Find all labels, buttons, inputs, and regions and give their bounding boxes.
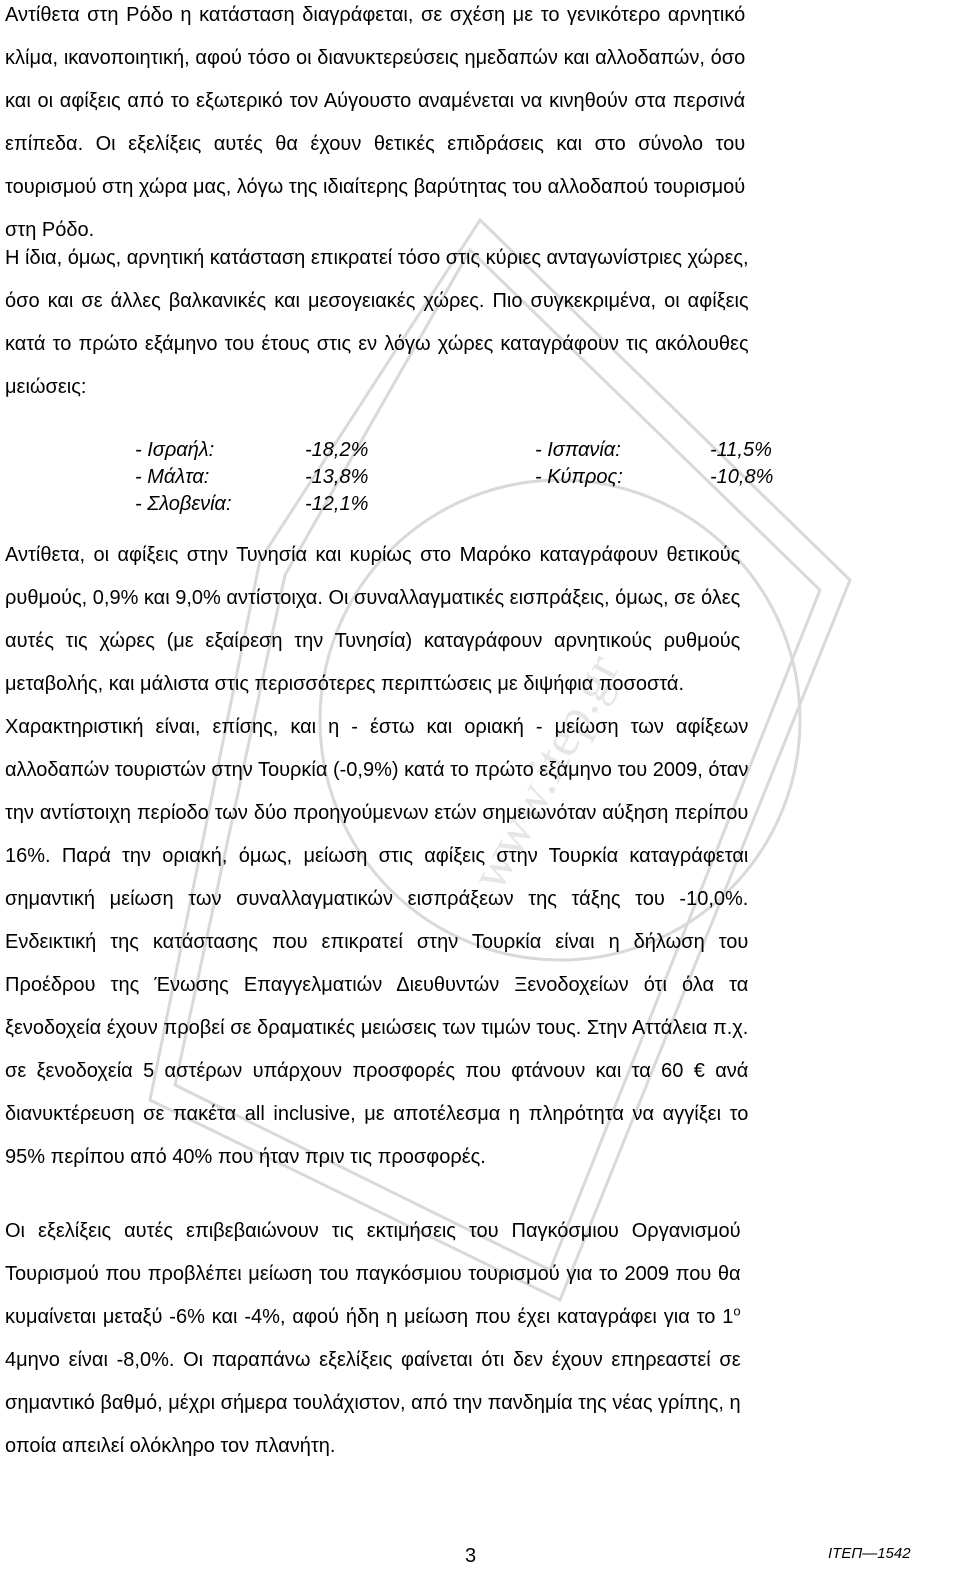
declines-row [135, 437, 810, 464]
text-line: Αντίθετα, οι αφίξεις στην Τυνησία και κυρίως στο Μαρόκο καταγράφουν θετικούς [5, 544, 741, 566]
watermark-text: www.itep.gr [460, 645, 631, 899]
declines-row [135, 491, 810, 518]
text-line: σημαντική μείωση των συναλλαγματικών εισπράξεων της τάξης του -10,0%. [5, 888, 749, 910]
document-code: ΙΤΕΠ—1542 [828, 1545, 911, 1562]
paragraph-turkey [5, 706, 748, 1179]
country-name: - Κύπρος: [535, 466, 623, 488]
text-line: κατά το πρώτο εξάμηνο του έτους στις εν λόγω χώρες καταγράφουν τις ακόλουθες [5, 333, 749, 355]
paragraph-competitors [5, 237, 749, 409]
country-name: - Ισπανία: [535, 439, 621, 461]
text-line: την αντίστοιχη περίοδο των δύο προηγούμενων ετών σημειωνόταν αύξηση περίπου [5, 802, 749, 824]
paragraph-unwto [5, 1210, 741, 1468]
country-value: -13,8% [305, 466, 369, 488]
text-line: όσο και σε άλλες βαλκανικές και μεσογειακές χώρες. Πιο συγκεκριμένα, οι αφίξεις [5, 290, 749, 312]
text-line: ρυθμούς, 0,9% και 9,0% αντίστοιχα. Οι συναλλαγματικές εισπράξεις, όμως, σε όλες [5, 587, 741, 609]
text-line: σε ξενοδοχεία 5 αστέρων υπάρχουν προσφορές που φτάνουν και τα 60 € ανά [5, 1060, 749, 1082]
country-value: -12,1% [305, 493, 369, 515]
text-line: 16%. Παρά την οριακή, όμως, μείωση στις αφίξεις στην Τουρκία καταγράφεται [5, 845, 749, 867]
country-name [535, 491, 710, 518]
country-name: - Ισραήλ: [135, 439, 215, 461]
text-line: επίπεδα. Οι εξελίξεις αυτές θα έχουν θετικές επιδράσεις και στο σύνολο του [5, 133, 746, 155]
text-line: οποία απειλεί ολόκληρο τον πλανήτη. [5, 1435, 336, 1457]
paragraph-rhodes [5, 0, 745, 252]
paragraph-tunisia-morocco [5, 534, 740, 706]
text-line: Τουρισμού που προβλέπει μείωση του παγκόσμιου τουρισμού για το 2009 που θα [5, 1263, 741, 1285]
text-line: Προέδρου της Ένωσης Επαγγελματιών Διευθυντών Ξενοδοχείων ότι όλα τα [5, 974, 749, 996]
text-line: αυτές τις χώρες (με εξαίρεση την Τυνησία) καταγράφουν αρνητικούς ρυθμούς [5, 630, 741, 652]
text-line: Χαρακτηριστική είναι, επίσης, και η - έστω και οριακή - μείωση των αφίξεων [5, 716, 749, 738]
country-value: -18,2% [305, 439, 369, 461]
text-line: Αντίθετα στη Ρόδο η κατάσταση διαγράφεται, σε σχέση με το γενικότερο αρνητικό [5, 4, 746, 26]
text-line: κλίμα, ικανοποιητική, αφού τόσο οι διανυκτερεύσεις ημεδαπών και αλλοδαπών, όσο [5, 47, 746, 69]
text-line [5, 1296, 741, 1339]
country-value: -11,5% [710, 439, 772, 461]
text-line: ξενοδοχεία έχουν προβεί σε δραματικές μειώσεις των τιμών τους. Στην Αττάλεια π.χ. [5, 1017, 749, 1039]
text-line: αλλοδαπών τουριστών στην Τουρκία (-0,9%) κατά το πρώτο εξάμηνο του 2009, όταν [5, 759, 749, 781]
text-line: Η ίδια, όμως, αρνητική κατάσταση επικρατεί τόσο στις κύριες ανταγωνίστριες χώρες, [5, 247, 749, 269]
text-line: σημαντικό βαθμό, μέχρι σήμερα τουλάχιστον, από την πανδημία της νέας γρίπης, η [5, 1392, 741, 1414]
text-line: 95% περίπου από 40% που ήταν πριν τις προσφορές. [5, 1146, 486, 1168]
country-name: - Μάλτα: [135, 466, 210, 488]
ordinal-superscript: ο [733, 1303, 741, 1319]
text-fragment: κυμαίνεται μεταξύ -6% και -4%, αφού ήδη η μείωση που έχει καταγράφει για το 1 [5, 1306, 734, 1328]
text-line: στη Ρόδο. [5, 219, 95, 241]
text-line: και οι αφίξεις από το εξωτερικό τον Αύγουστο αναμένεται να κινηθούν στα περσινά [5, 90, 746, 112]
text-line: 4μηνο είναι -8,0%. Οι παραπάνω εξελίξεις φαίνεται ότι δεν έχουν επηρεαστεί σε [5, 1349, 741, 1371]
declines-list [135, 437, 810, 518]
text-line: διανυκτέρευση σε πακέτα all inclusive, με αποτέλεσμα η πληρότητα να αγγίξει το [5, 1103, 749, 1125]
text-line: τουρισμού στη χώρα μας, λόγω της ιδιαίτερης βαρύτητας του αλλοδαπού τουρισμού [5, 176, 746, 198]
country-value: -10,8% [710, 466, 774, 488]
country-name: - Σλοβενία: [135, 493, 232, 515]
page-number: 3 [465, 1545, 477, 1567]
country-value [710, 491, 810, 518]
text-line: μειώσεις: [5, 376, 87, 398]
text-line: μεταβολής, και μάλιστα στις περισσότερες περιπτώσεις με διψήφια ποσοστά. [5, 673, 685, 695]
declines-row [135, 464, 810, 491]
text-line: Ενδεικτική της κατάστασης που επικρατεί στην Τουρκία είναι η δήλωση του [5, 931, 749, 953]
text-line: Οι εξελίξεις αυτές επιβεβαιώνουν τις εκτιμήσεις του Παγκόσμιου Οργανισμού [5, 1220, 741, 1242]
